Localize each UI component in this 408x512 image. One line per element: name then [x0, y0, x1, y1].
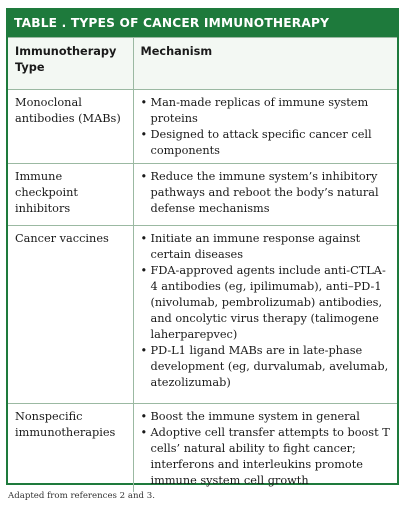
mechanism-item: • FDA-approved agents include anti-CTLA-4 antibodies (eg, ipilimumab), anti–PD-1 (nivolumab, pembrolizumab) antibodies, and oncolytic virus therapy (talimogene laherparepvec): [141, 263, 391, 343]
mechanism-item: • Boost the immune system in general: [141, 409, 391, 425]
header-type: Immunotherapy Type: [8, 38, 133, 90]
mechanism-item: • Initiate an immune response against certain diseases: [141, 231, 391, 263]
row-mechanism-cell: [133, 90, 397, 164]
table-header-row: [8, 38, 397, 90]
row-type-label: Nonspecific immunotherapies: [8, 404, 133, 492]
header-mechanism: Mechanism: [133, 38, 397, 90]
mechanism-item: • Designed to attack specific cancer cell components: [141, 127, 391, 159]
row-mechanism-cell: [133, 226, 397, 404]
row-type-label: Immune checkpoint inhibitors: [8, 164, 133, 226]
table-row: [8, 226, 397, 404]
table-title: TABLE . TYPES OF CANCER IMMUNOTHERAPY: [8, 10, 397, 37]
mechanism-item: • Man-made replicas of immune system proteins: [141, 95, 391, 127]
mechanism-item: • Adoptive cell transfer attempts to boost T cells’ natural ability to fight cancer; interferons and interleukins promote immune system cell growth: [141, 425, 391, 489]
mechanism-item: • Reduce the immune system’s inhibitory pathways and reboot the body’s natural defense mechanisms: [141, 169, 391, 217]
table-row: [8, 90, 397, 164]
table-row: [8, 404, 397, 492]
source-footnote: Adapted from references 2 and 3.: [8, 491, 155, 501]
table-row: [8, 164, 397, 226]
immunotherapy-table-frame: [6, 8, 399, 485]
immunotherapy-table: [8, 37, 397, 492]
mechanism-list: [141, 409, 391, 489]
mechanism-list: [141, 95, 391, 159]
row-mechanism-cell: [133, 164, 397, 226]
mechanism-item: • PD-L1 ligand MABs are in late-phase development (eg, durvalumab, avelumab, atezolizumab): [141, 343, 391, 391]
row-mechanism-cell: [133, 404, 397, 492]
row-type-label: Cancer vaccines: [8, 226, 133, 404]
row-type-label: Monoclonal antibodies (MABs): [8, 90, 133, 164]
mechanism-list: [141, 231, 391, 391]
mechanism-list: [141, 169, 391, 217]
